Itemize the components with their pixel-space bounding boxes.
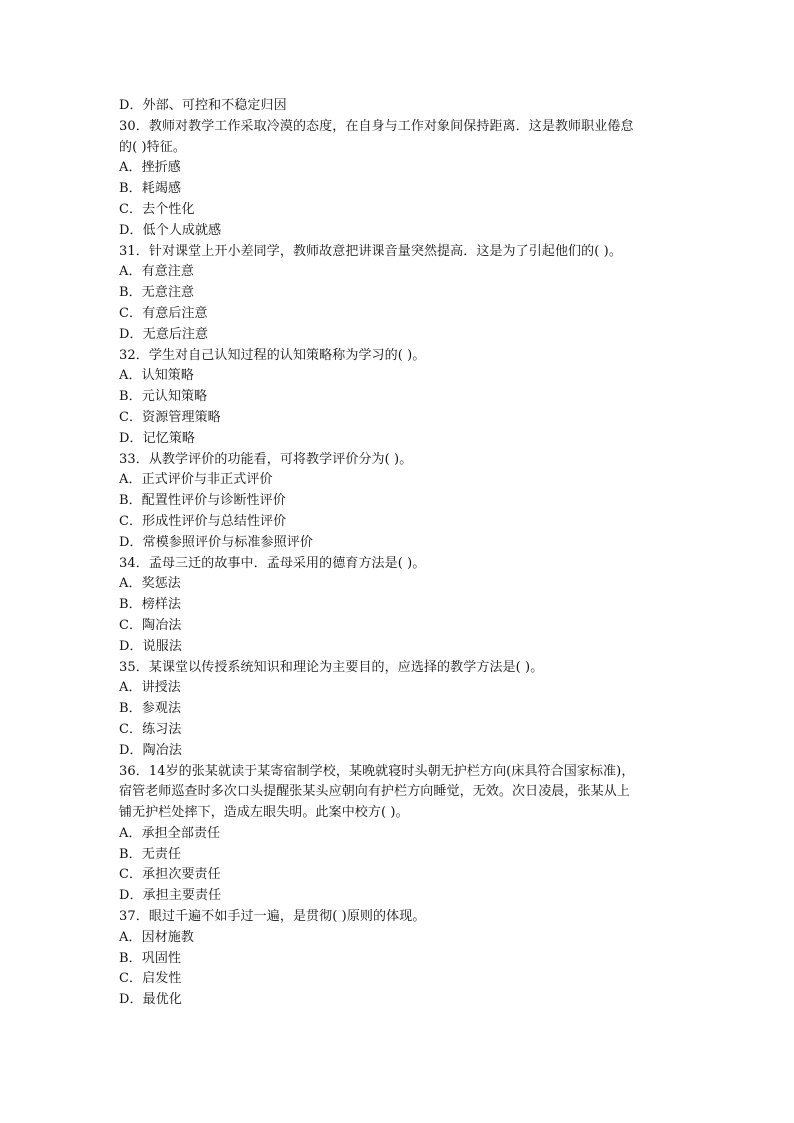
question-stem-line: 32．学生对自己认知过程的认知策略称为学习的( )。 (119, 347, 426, 363)
question-stem-line: 35．某课堂以传授系统知识和理论为主要目的，应选择的教学方法是( )。 (119, 659, 544, 675)
option-d: D．最优化 (119, 992, 182, 1008)
option-a: A．奖惩法 (119, 576, 181, 592)
option-d: D．承担主要责任 (119, 888, 222, 904)
option-b: B．耗竭感 (119, 181, 182, 197)
question-stem-line: 铺无护栏处摔下，造成左眼失明。此案中校方( )。 (119, 805, 409, 821)
question-33 (119, 450, 679, 554)
question-stem-line: 34．孟母三迁的故事中．孟母采用的德育方法是( )。 (119, 555, 426, 571)
question-34 (119, 554, 679, 658)
option-b: B．无意注意 (119, 285, 195, 301)
option-d: D．常模参照评价与标准参照评价 (119, 534, 313, 550)
question-32 (119, 346, 679, 450)
option-b: B．元认知策略 (119, 389, 208, 405)
question-stem-line: 宿管老师巡查时多次口头提醒张某头应朝向有护栏方向睡觉，无效。次日凌晨，张某从上 (119, 784, 630, 800)
option-b: B．榜样法 (119, 597, 182, 613)
option-b: B．无责任 (119, 846, 182, 862)
option-a: A．承担全部责任 (119, 825, 221, 841)
option-c: C．去个性化 (119, 201, 195, 217)
option-d: D．低个人成就感 (119, 222, 222, 238)
option-c: C．练习法 (119, 721, 182, 737)
option-c: C．形成性评价与总结性评价 (119, 513, 287, 529)
question-stem-line: 的( )特征。 (119, 139, 186, 155)
question-stem-line: 37．眼过千遍不如手过一遍，是贯彻( )原则的体现。 (119, 909, 426, 925)
option-d-previous-question: D．外部、可控和不稳定归因 (119, 98, 287, 113)
option-a: A．正式评价与非正式评价 (119, 472, 273, 488)
question-36 (119, 762, 679, 908)
option-a: A．认知策略 (119, 368, 194, 384)
question-30 (119, 117, 679, 242)
option-a: A．因材施教 (119, 929, 194, 945)
option-a: A．挫折感 (119, 160, 181, 176)
option-b: B．参观法 (119, 701, 182, 717)
option-b: B．配置性评价与诊断性评价 (119, 493, 286, 509)
question-35 (119, 658, 679, 762)
option-c: C．资源管理策略 (119, 409, 221, 425)
option-c: C．承担次要责任 (119, 867, 221, 883)
option-c: C．陶冶法 (119, 617, 182, 633)
option-d: D．无意后注意 (119, 326, 209, 342)
option-d: D．记忆策略 (119, 430, 196, 446)
option-d: D．说服法 (119, 638, 182, 654)
option-a: A．讲授法 (119, 680, 181, 696)
question-31 (119, 242, 679, 346)
option-d: D．陶冶法 (119, 742, 182, 758)
question-stem-line: 36．14岁的张某就读于某寄宿制学校，某晚就寝时头朝无护栏方向(床具符合国家标准)， (119, 763, 635, 779)
question-stem-line: 30．教师对教学工作采取冷漠的态度，在自身与工作对象间保持距离．这是教师职业倦怠 (119, 118, 634, 134)
document-page (119, 96, 679, 1011)
option-a: A．有意注意 (119, 264, 194, 280)
question-37 (119, 907, 679, 1011)
option-c: C．有意后注意 (119, 305, 208, 321)
question-stem-line: 33．从教学评价的功能看，可将教学评价分为( )。 (119, 451, 413, 467)
option-b: B．巩固性 (119, 950, 182, 966)
question-stem-line: 31．针对课堂上开小差同学，教师故意把讲课音量突然提高．这是为了引起他们的( )。 (119, 243, 622, 259)
option-c: C．启发性 (119, 971, 182, 987)
